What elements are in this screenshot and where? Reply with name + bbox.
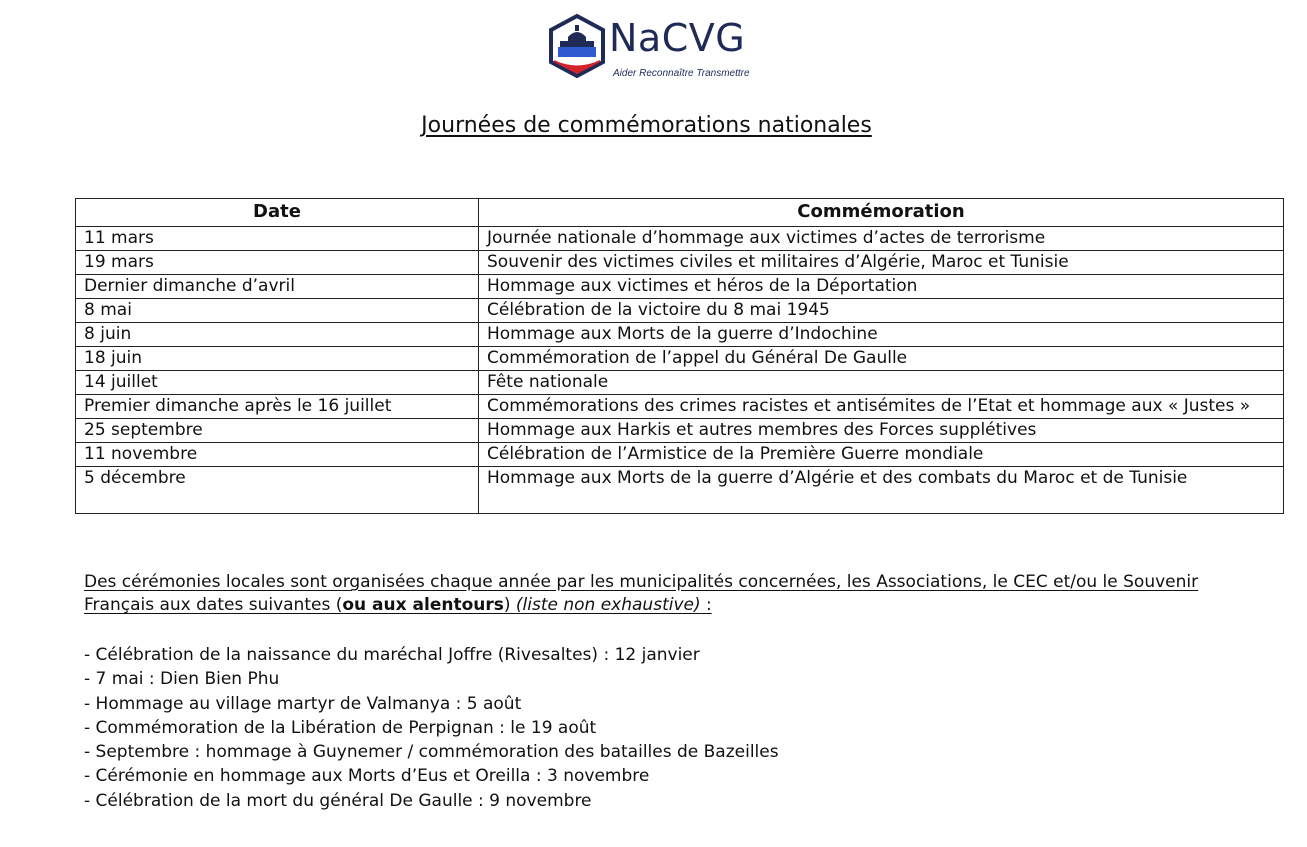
table-row [76, 395, 1284, 419]
intro-text: Des cérémonies locales sont organisées chaque année par les municipalités concernées, les Associations, le CEC et/ou le Souvenir Français aux dates suivantes ( [84, 572, 1199, 615]
commemoration-cell: Commémorations des crimes racistes et antisémites de l’Etat et hommage aux « Justes » [479, 395, 1284, 419]
table-row [76, 371, 1284, 395]
date-cell: 11 novembre [76, 443, 479, 467]
local-ceremonies-intro [84, 571, 1244, 617]
date-cell: 14 juillet [76, 371, 479, 395]
list-item: - Célébration de la mort du général De Gaulle : 9 novembre [84, 790, 592, 811]
commemoration-cell: Fête nationale [479, 371, 1284, 395]
table-row [76, 419, 1284, 443]
intro-italic: (liste non exhaustive) [515, 595, 701, 615]
date-cell: 25 septembre [76, 419, 479, 443]
date-cell: Dernier dimanche d’avril [76, 275, 479, 299]
commemoration-cell: Hommage aux Harkis et autres membres des Forces supplétives [479, 419, 1284, 443]
table-row [76, 443, 1284, 467]
table-row [76, 347, 1284, 371]
nacvg-logo [546, 13, 776, 83]
column-header-commemoration: Commémoration [479, 199, 1284, 227]
list-item: - Commémoration de la Libération de Perpignan : le 19 août [84, 717, 597, 738]
table-header-row [76, 199, 1284, 227]
commemoration-cell: Hommage aux Morts de la guerre d’Algérie et des combats du Maroc et de Tunisie [479, 467, 1284, 514]
table-row [76, 467, 1284, 514]
commemorations-table [75, 198, 1284, 514]
commemoration-cell: Souvenir des victimes civiles et militaires d’Algérie, Maroc et Tunisie [479, 251, 1284, 275]
date-cell: Premier dimanche après le 16 juillet [76, 395, 479, 419]
intro-after: ) [503, 595, 516, 615]
list-item: - Septembre : hommage à Guynemer / commémoration des batailles de Bazeilles [84, 742, 779, 763]
intro-bold: ou aux alentours [342, 595, 504, 615]
date-cell: 8 juin [76, 323, 479, 347]
logo-name: NaCVG [609, 16, 746, 60]
column-header-date: Date [76, 199, 479, 227]
table-row [76, 299, 1284, 323]
list-item: - Célébration de la naissance du maréchal Joffre (Rivesaltes) : 12 janvier [84, 645, 700, 665]
table-row [76, 227, 1284, 251]
intro-end: : [700, 595, 712, 615]
commemoration-cell: Journée nationale d’hommage aux victimes d’actes de terrorisme [479, 227, 1284, 251]
date-cell: 19 mars [76, 251, 479, 275]
logo-emblem-icon [546, 13, 608, 79]
commemoration-cell: Hommage aux Morts de la guerre d’Indochine [479, 323, 1284, 347]
list-item: - Cérémonie en hommage aux Morts d’Eus et Oreilla : 3 novembre [84, 766, 650, 787]
list-item: - 7 mai : Dien Bien Phu [84, 669, 280, 690]
commemoration-cell: Célébration de la victoire du 8 mai 1945 [479, 299, 1284, 323]
local-ceremonies-list [84, 643, 779, 813]
date-cell: 11 mars [76, 227, 479, 251]
table-row [76, 251, 1284, 275]
commemoration-cell: Célébration de l’Armistice de la Première Guerre mondiale [479, 443, 1284, 467]
commemoration-cell: Hommage aux victimes et héros de la Déportation [479, 275, 1284, 299]
table-row [76, 323, 1284, 347]
date-cell: 18 juin [76, 347, 479, 371]
list-item: - Hommage au village martyr de Valmanya : 5 août [84, 693, 522, 714]
logo-tagline: Aider Reconnaître Transmettre [613, 68, 750, 79]
page-title: Journées de commémorations nationales [421, 113, 872, 138]
table-row [76, 275, 1284, 299]
date-cell: 5 décembre [76, 467, 479, 514]
date-cell: 8 mai [76, 299, 479, 323]
commemoration-cell: Commémoration de l’appel du Général De Gaulle [479, 347, 1284, 371]
